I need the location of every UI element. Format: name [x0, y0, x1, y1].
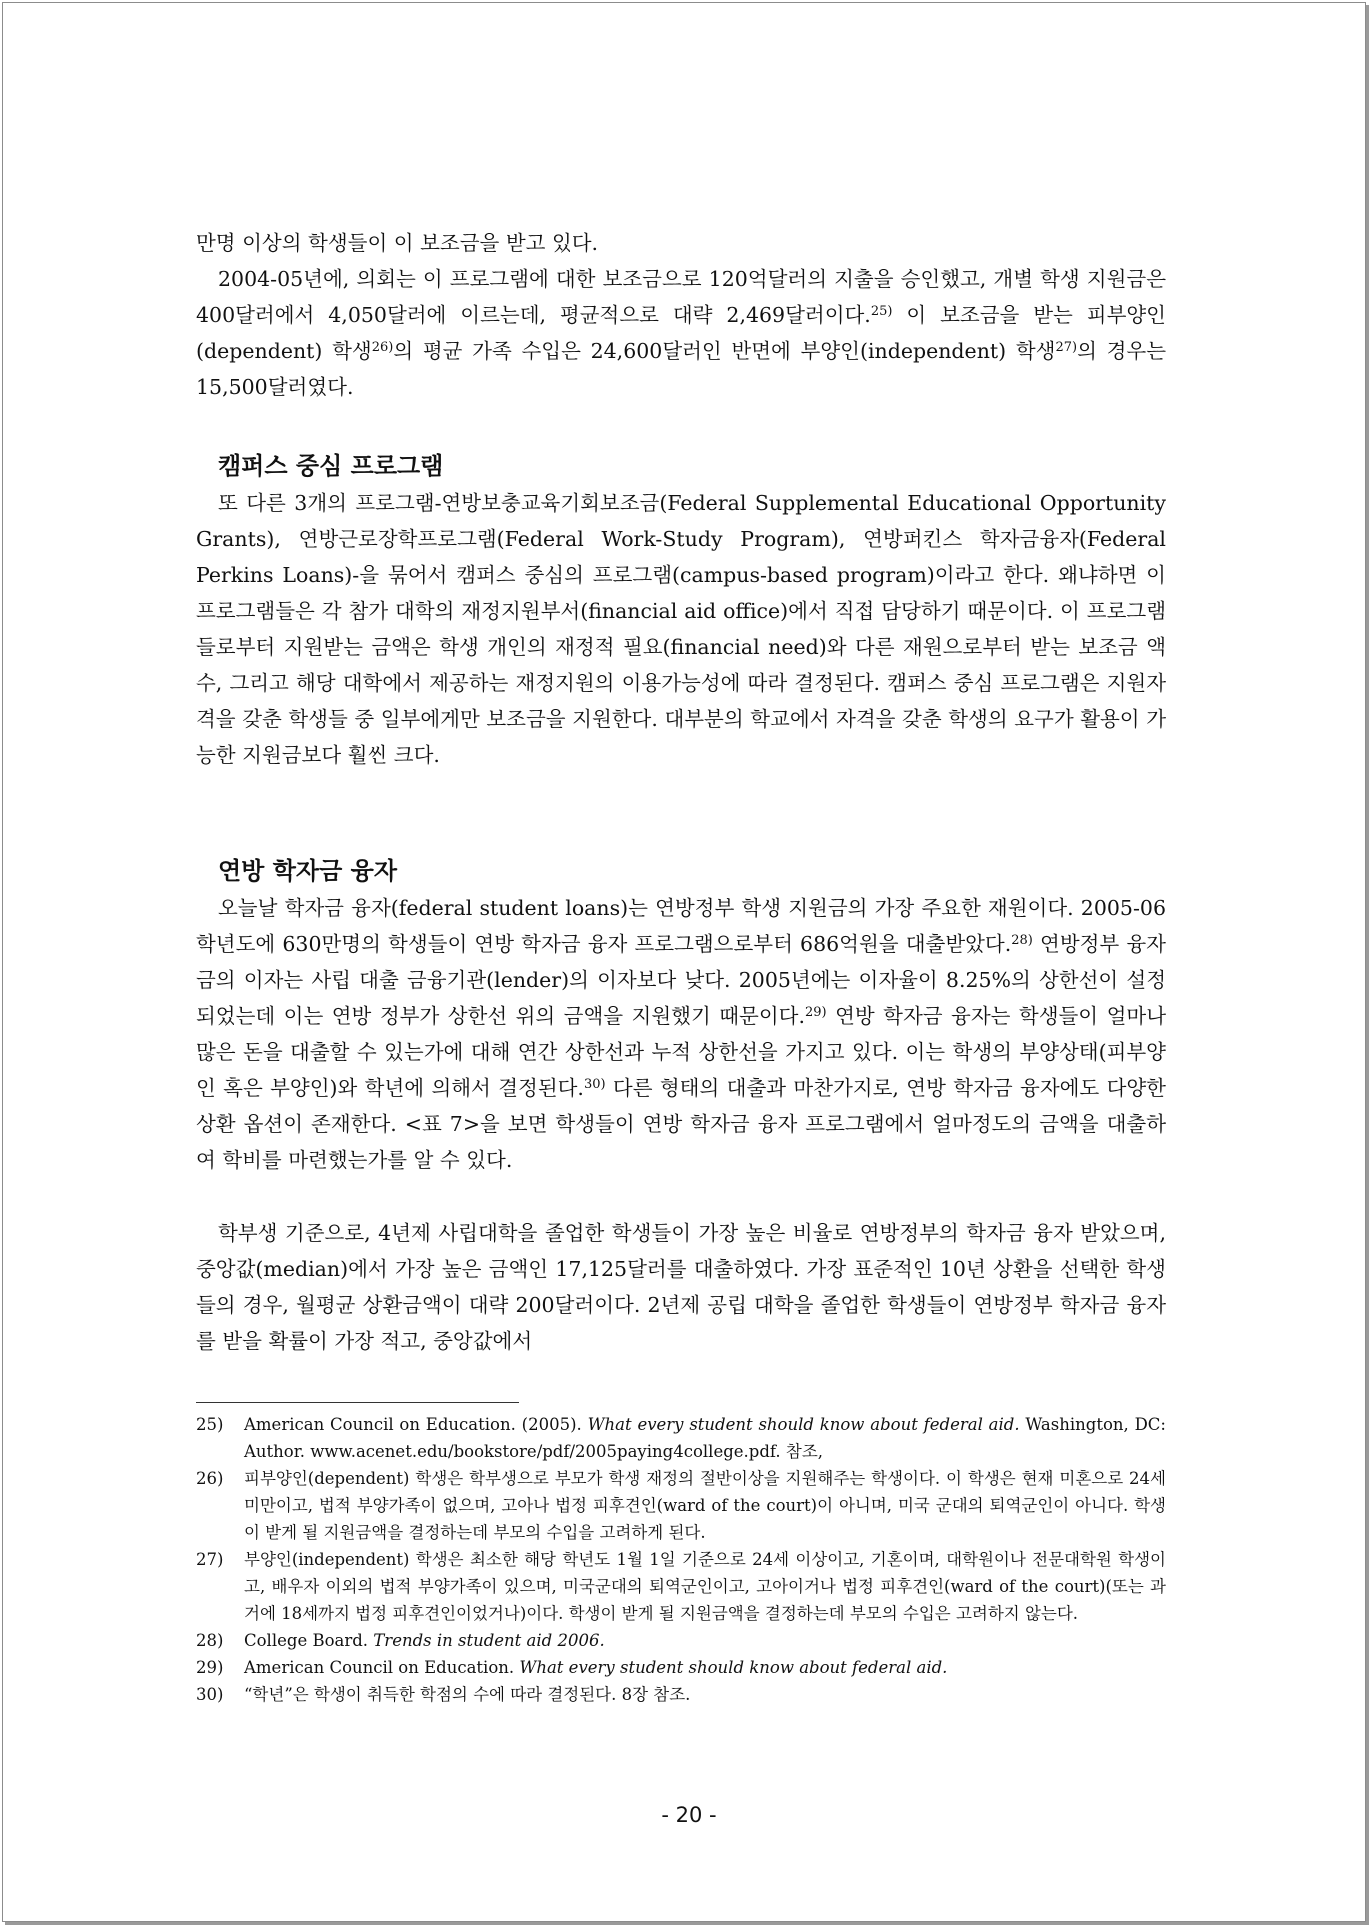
paragraph-4-text-a: 오늘날 학자금 융자(federal student loans)는 연방정부 학생 지원금의 가장 주요한 재원이다. 2005-06학년도에 630만명의 학생들이 연방 학자금 융자 프로그램으로부터 686억원을 대출받았다. — [196, 896, 1166, 956]
footnote-ref-30: 30) — [583, 1077, 606, 1092]
footnotes — [196, 1411, 1166, 1708]
footnote-number: 25) — [196, 1415, 224, 1434]
footnote-title-italic: What every student should know about federal aid. — [587, 1415, 1020, 1434]
footnote-number: 27) — [196, 1550, 224, 1569]
footnote-text — [244, 1627, 1166, 1654]
footnote-29 — [196, 1654, 1166, 1681]
footnote-number: 26) — [196, 1469, 224, 1488]
footnote-ref-29: 29) — [804, 1005, 827, 1020]
footnote-text: 피부양인(dependent) 학생은 학부생으로 부모가 학생 재정의 절반이상을 지원해주는 학생이다. 이 학생은 현재 미혼으로 24세 미만이고, 법적 부양가족이 없으며, 고아나 법정 피후견인(ward of the court)이 아니며, 미국 군대의 퇴역군인이 아니다. 학생이 받게 될 지원금액을 결정하는데 부모의 수입을 고려하게 된다. — [244, 1469, 1166, 1542]
footnote-27 — [196, 1546, 1166, 1627]
paragraph-2-text-d: 의 경우는 15,500달러였다. — [196, 339, 1166, 399]
document-page — [2, 2, 1366, 1922]
footnote-text-pre: College Board. — [244, 1631, 374, 1650]
footnote-ref-25: 25) — [870, 304, 893, 319]
footnote-number: 29) — [196, 1658, 224, 1677]
footnote-title-italic: What every student should know about federal aid. — [519, 1658, 948, 1677]
footnote-25 — [196, 1411, 1166, 1465]
footnote-ref-27: 27) — [1055, 340, 1078, 355]
footnote-text — [244, 1654, 1166, 1681]
paragraph-1: 만명 이상의 학생들이 이 보조금을 받고 있다. — [196, 231, 599, 255]
footnote-text: “학년”은 학생이 취득한 학점의 수에 따라 결정된다. 8장 참조. — [244, 1685, 691, 1704]
section-heading-federal-loans: 연방 학자금 융자 — [218, 857, 397, 885]
footnote-text-post: Washington, DC: Author. www.acenet.edu/bookstore/pdf/2005paying4college.pdf. 참조, — [244, 1415, 1166, 1461]
footnote-text-pre: American Council on Education. (2005). — [244, 1415, 588, 1434]
footnote-number: 28) — [196, 1631, 224, 1650]
footnote-text — [244, 1411, 1166, 1465]
paragraph-3: 또 다른 3개의 프로그램-연방보충교육기회보조금(Federal Supplemental Educational Opportunity Grants), 연방근로장학프로그램(Federal Work-Study Program), 연방퍼킨스 학자금융자(Federal Perkins Loans)-을 묶어서 캠퍼스 중심의 프로그램(campus-based program)이라고 한다. 왜냐하면 이 프로그램들은 각 참가 대학의 재정지원부서(financial aid office)에서 직접 담당하기 때문이다. 이 프로그램들로부터 지원받는 금액은 학생 개인의 재정적 필요(financial need)와 다른 재원으로부터 받는 보조금 액수, 그리고 해당 대학에서 제공하는 재정지원의 이용가능성에 따라 결정된다. 캠퍼스 중심 프로그램은 지원자격을 갖춘 학생들 중 일부에게만 보조금을 지원한다. 대부분의 학교에서 자격을 갖춘 학생의 요구가 활용이 가능한 지원금보다 훨씬 크다. — [196, 491, 1166, 767]
footnote-text-pre: American Council on Education. — [244, 1658, 520, 1677]
footnote-text: 부양인(independent) 학생은 최소한 해당 학년도 1월 1일 기준으로 24세 이상이고, 기혼이며, 대학원이나 전문대학원 학생이고, 배우자 이외의 법적 부양가족이 있으며, 미국군대의 퇴역군인이고, 고아이거나 법정 피후견인(ward of the court)(또는 과거에 18세까지 법정 피후견인이었거나)이다. 학생이 받게 될 지원금액을 결정하는데 부모의 수입은 고려하지 않는다. — [244, 1550, 1166, 1623]
paragraph-4-text-d: 다른 형태의 대출과 마찬가지로, 연방 학자금 융자에도 다양한 상환 옵션이 존재한다. <표 7>을 보면 학생들이 연방 학자금 융자 프로그램에서 얼마정도의 금액을 대출하여 학비를 마련했는가를 알 수 있다. — [196, 1076, 1166, 1172]
footnote-26 — [196, 1465, 1166, 1546]
footnote-ref-26: 26) — [371, 340, 394, 355]
footnote-number: 30) — [196, 1685, 224, 1704]
paragraph-4 — [196, 890, 1166, 1178]
footnote-divider — [196, 1402, 519, 1403]
footnote-28 — [196, 1627, 1166, 1654]
paragraph-2 — [196, 261, 1166, 405]
paragraph-4-text-c: 연방 학자금 융자는 학생들이 얼마나 많은 돈을 대출할 수 있는가에 대해 연간 상한선과 누적 상한선을 가지고 있다. 이는 학생의 부양상태(피부양인 혹은 부양인)와 학년에 의해서 결정된다. — [196, 1004, 1166, 1100]
page-number: - 20 - — [661, 1803, 717, 1827]
footnote-title-italic: Trends in student aid 2006. — [373, 1631, 605, 1650]
paragraph-2-text-b: 이 보조금을 받는 피부양인(dependent) 학생 — [196, 303, 1166, 363]
paragraph-2-text-c: 의 평균 가족 수입은 24,600달러인 반면에 부양인(independent) 학생 — [393, 339, 1056, 363]
paragraph-4-text-b: 연방정부 융자금의 이자는 사립 대출 금융기관(lender)의 이자보다 낮다. 2005년에는 이자율이 8.25%의 상한선이 설정되었는데 이는 연방 정부가 상한선 위의 금액을 지원했기 때문이다. — [196, 932, 1166, 1028]
footnote-30 — [196, 1681, 1166, 1708]
footnote-ref-28: 28) — [1011, 933, 1033, 948]
section-heading-campus-based: 캠퍼스 중심 프로그램 — [218, 452, 444, 480]
paragraph-5: 학부생 기준으로, 4년제 사립대학을 졸업한 학생들이 가장 높은 비율로 연방정부의 학자금 융자 받았으며, 중앙값(median)에서 가장 높은 금액인 17,125달러를 대출하였다. 가장 표준적인 10년 상환을 선택한 학생들의 경우, 월평균 상환금액이 대략 200달러이다. 2년제 공립 대학을 졸업한 학생들이 연방정부 학자금 융자를 받을 확률이 가장 적고, 중앙값에서 — [196, 1221, 1166, 1353]
paragraph-2-text-a: 2004-05년에, 의회는 이 프로그램에 대한 보조금으로 120억달러의 지출을 승인했고, 개별 학생 지원금은 400달러에서 4,050달러에 이르는데, 평균적으로 대략 2,469달러이다. — [196, 267, 1166, 327]
